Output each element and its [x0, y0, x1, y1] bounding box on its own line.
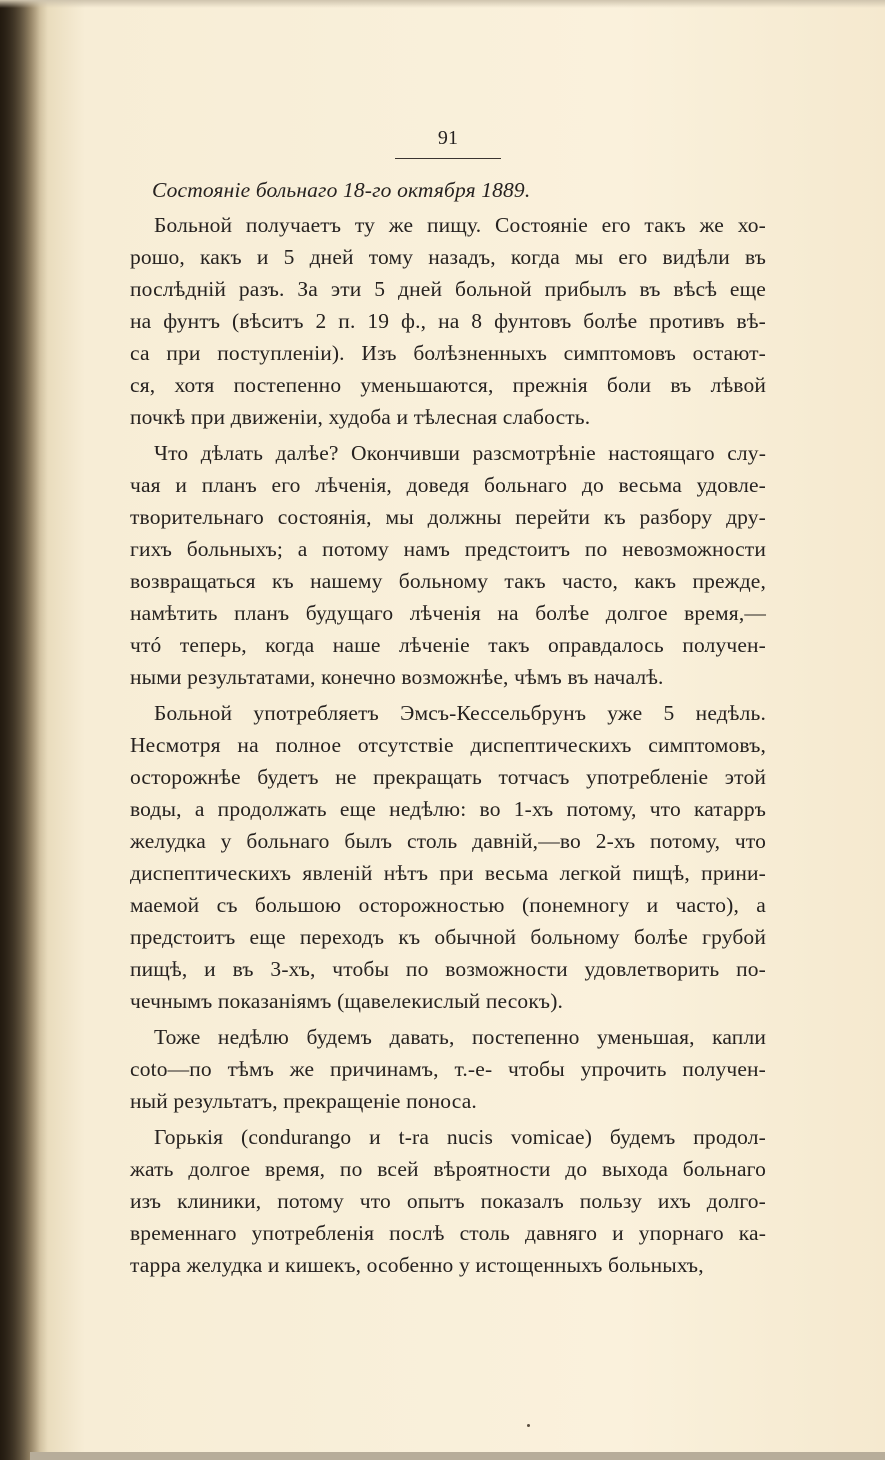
paper-speck — [527, 1424, 530, 1427]
text-line: изъ клиники, потому что опытъ показалъ пользу ихъ долго- — [130, 1189, 766, 1213]
text-line: предстоитъ еще переходъ къ обычной больному болѣе грубой — [130, 925, 766, 949]
text-line: ся, хотя постепенно уменьшаются, прежнiя боли въ лѣвой — [130, 373, 766, 397]
text-line: возвращаться къ нашему больному такъ часто, какъ прежде, — [130, 569, 766, 593]
text-line: творительнаго состоянiя, мы должны перейти къ разбору дру- — [130, 505, 766, 529]
text-line: чечнымъ показанiямъ (щавелекислый песокъ). — [130, 989, 564, 1013]
text-line: Горькiя (condurango и t-ra nucis vomicae) будемъ продол- — [154, 1125, 766, 1149]
page-top-edge — [0, 0, 885, 8]
text-line: осторожнѣе будетъ не прекращать тотчасъ употребленiе этой — [130, 765, 766, 789]
text-line: Больной получаетъ ту же пищу. Состоянiе его такъ же хо- — [154, 213, 766, 237]
page-gutter-shadow — [0, 0, 40, 1460]
page-number: 91 — [437, 127, 459, 149]
text-line: чая и планъ его лѣченiя, доведя больнаго до весьма удовле- — [130, 473, 766, 497]
page-text-block — [130, 120, 766, 1281]
paragraph — [130, 1121, 766, 1281]
text-line: послѣднiй разъ. За эти 5 дней больной прибылъ въ вѣсѣ еще — [130, 277, 766, 301]
text-line: Что дѣлать далѣе? Окончивши разсмотрѣнiе настоящаго слу- — [154, 441, 766, 465]
text-line: Несмотря на полное отсутствiе диспептическихъ симптомовъ, — [130, 733, 766, 757]
text-line: желудка у больнаго былъ столь давнiй,—во 2-хъ потому, что — [130, 829, 766, 853]
text-line: пищѣ, и въ 3-хъ, чтобы по возможности удовлетворить по- — [130, 957, 766, 981]
text-line: на фунтъ (вѣситъ 2 п. 19 ф., на 8 фунтовъ болѣе противъ вѣ- — [130, 309, 766, 333]
text-line: маемой съ большою осторожностью (понемногу и часто), а — [130, 893, 766, 917]
text-line: жать долгое время, по всей вѣроятности до выхода больнаго — [130, 1157, 766, 1181]
text-line: диспептическихъ явленiй нѣтъ при весьма легкой пищѣ, прини- — [130, 861, 766, 885]
text-line: Больной употребляетъ Эмсъ-Кессельбрунъ уже 5 недѣль. — [154, 701, 766, 725]
text-line: ными результатами, конечно возможнѣе, чѣмъ въ началѣ. — [130, 665, 664, 689]
paragraph — [130, 437, 766, 693]
text-line: Тоже недѣлю будемъ давать, постепенно уменьшая, капли — [154, 1025, 766, 1049]
paragraph — [130, 1021, 766, 1117]
text-line: временнаго употребленiя послѣ столь давняго и упорнаго ка- — [130, 1221, 766, 1245]
text-line: рошо, какъ и 5 дней тому назадъ, когда мы его видѣли въ — [130, 245, 766, 269]
text-line: тарра желудка и кишекъ, особенно у истощенныхъ больныхъ, — [130, 1253, 704, 1277]
text-line: чтó теперь, когда наше лѣченiе такъ оправдалось получен- — [130, 633, 766, 657]
text-line: ный результатъ, прекращенiе поноса. — [130, 1089, 477, 1113]
section-heading: Состоянiе больнаго 18-го октября 1889. — [152, 178, 531, 202]
page-bottom-edge — [30, 1452, 885, 1460]
text-line: гихъ больныхъ; а потому намъ предстоитъ по невозможности — [130, 537, 766, 561]
text-line: намѣтить планъ будущаго лѣченiя на болѣе долгое время,— — [130, 601, 766, 625]
text-line: coto—по тѣмъ же причинамъ, т.-е- чтобы упрочить получен- — [130, 1057, 766, 1081]
text-line: почкѣ при движенiи, худоба и тѣлесная слабость. — [130, 405, 591, 429]
paragraph — [130, 697, 766, 1017]
page-number-rule — [395, 158, 501, 159]
text-line: са при поступленiи). Изъ болѣзненныхъ симптомовъ остают- — [130, 341, 766, 365]
paragraph — [130, 209, 766, 433]
text-line: воды, а продолжать еще недѣлю: во 1-хъ потому, что катарръ — [130, 797, 766, 821]
body-paragraphs — [130, 209, 766, 1281]
